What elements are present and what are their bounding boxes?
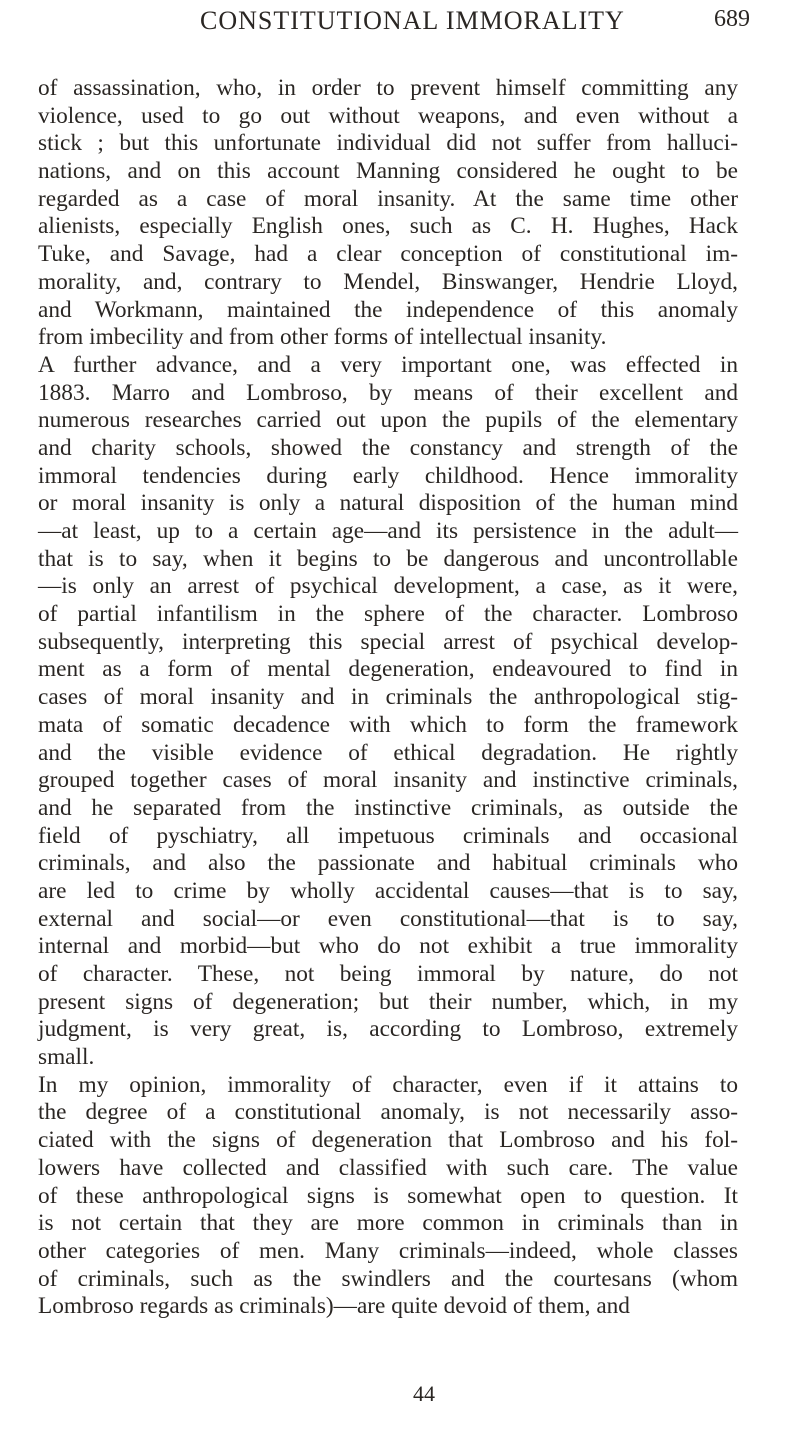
text-line: of character. These, not being immoral by nature, do not	[38, 961, 738, 987]
text-line: and charity schools, showed the constancy and strength of the	[38, 434, 738, 461]
body-text	[38, 75, 738, 1321]
text-line: field of pyschiatry, all impetuous criminals and occasional	[38, 822, 738, 849]
text-line: and the visible evidence of ethical degradation. He rightly	[38, 739, 738, 766]
text-line: —at least, up to a certain age—and its persistence in the adult—	[38, 518, 738, 544]
text-line: subsequently, interpreting this special arrest of psychical develop-	[38, 628, 738, 655]
text-line: is not certain that they are more common in criminals than in	[38, 1210, 738, 1237]
text-line: grouped together cases of moral insanity and instinctive criminals,	[38, 767, 738, 794]
text-line: regarded as a case of moral insanity. At the same time other	[38, 185, 738, 212]
text-line: judgment, is very great, is, according to Lombroso, extremely	[38, 1016, 738, 1043]
text-line: numerous researches carried out upon the pupils of the elementary	[38, 407, 738, 434]
text-line: from imbecility and from other forms of intellectual insanity.	[38, 324, 607, 351]
text-line: cases of moral insanity and in criminals the anthropological stig-	[38, 684, 738, 711]
page-number: 689	[714, 6, 750, 32]
text-line: the degree of a constitutional anomaly, is not necessarily asso-	[38, 1099, 738, 1126]
text-line: immoral tendencies during early childhood. Hence immorality	[38, 462, 738, 489]
text-line: 1883. Marro and Lombroso, by means of their excellent and	[38, 379, 738, 406]
text-line: —is only an arrest of psychical development, a case, as it were,	[38, 573, 738, 600]
text-line: that is to say, when it begins to be dangerous and uncontrollable	[38, 545, 738, 572]
text-line: lowers have collected and classified with such care. The value	[38, 1154, 738, 1181]
text-line: ment as a form of mental degeneration, endeavoured to find in	[38, 656, 738, 683]
text-line: other categories of men. Many criminals—indeed, whole classes	[38, 1237, 738, 1264]
text-line: mata of somatic decadence with which to form the framework	[38, 711, 738, 738]
text-line: or moral insanity is only a natural disposition of the human mind	[38, 490, 738, 517]
text-line: of assassination, who, in order to prevent himself committing any	[38, 75, 738, 101]
text-line: morality, and, contrary to Mendel, Binswanger, Hendrie Lloyd,	[38, 268, 738, 295]
text-line: are led to crime by wholly accidental causes—that is to say,	[38, 877, 738, 904]
running-head	[0, 6, 800, 46]
text-line: of these anthropological signs is somewhat open to question. It	[38, 1182, 738, 1209]
text-line: of criminals, such as the swindlers and the courtesans (whom	[38, 1265, 738, 1292]
text-line: In my opinion, immorality of character, even if it attains to	[38, 1071, 738, 1098]
text-line: Lombroso regards as criminals)—are quite devoid of them, and	[38, 1293, 630, 1320]
text-line: stick ; but this unfortunate individual did not suffer from halluci-	[38, 130, 738, 157]
running-title: CONSTITUTIONAL IMMORALITY	[200, 6, 625, 35]
text-line: criminals, and also the passionate and habitual criminals who	[38, 850, 738, 877]
text-line: small.	[38, 1044, 95, 1071]
text-line: and he separated from the instinctive criminals, as outside the	[38, 794, 738, 821]
text-line: external and social—or even constitutional—that is to say,	[38, 905, 738, 932]
text-line: ciated with the signs of degeneration that Lombroso and his fol-	[38, 1127, 738, 1154]
text-line: violence, used to go out without weapons, and even without a	[38, 102, 738, 129]
text-line: of partial infantilism in the sphere of the character. Lombroso	[38, 601, 738, 628]
signature-mark: 44	[413, 1381, 435, 1406]
text-line: internal and morbid—but who do not exhibit a true immorality	[38, 933, 738, 960]
text-line: and Workmann, maintained the independence of this anomaly	[38, 296, 738, 323]
text-line: nations, and on this account Manning considered he ought to be	[38, 158, 738, 185]
text-line: Tuke, and Savage, had a clear conception of constitutional im-	[38, 241, 738, 268]
text-line: alienists, especially English ones, such as C. H. Hughes, Hack	[38, 213, 738, 240]
text-line: present signs of degeneration; but their number, which, in my	[38, 988, 738, 1015]
text-line: A further advance, and a very important one, was effected in	[38, 351, 738, 378]
